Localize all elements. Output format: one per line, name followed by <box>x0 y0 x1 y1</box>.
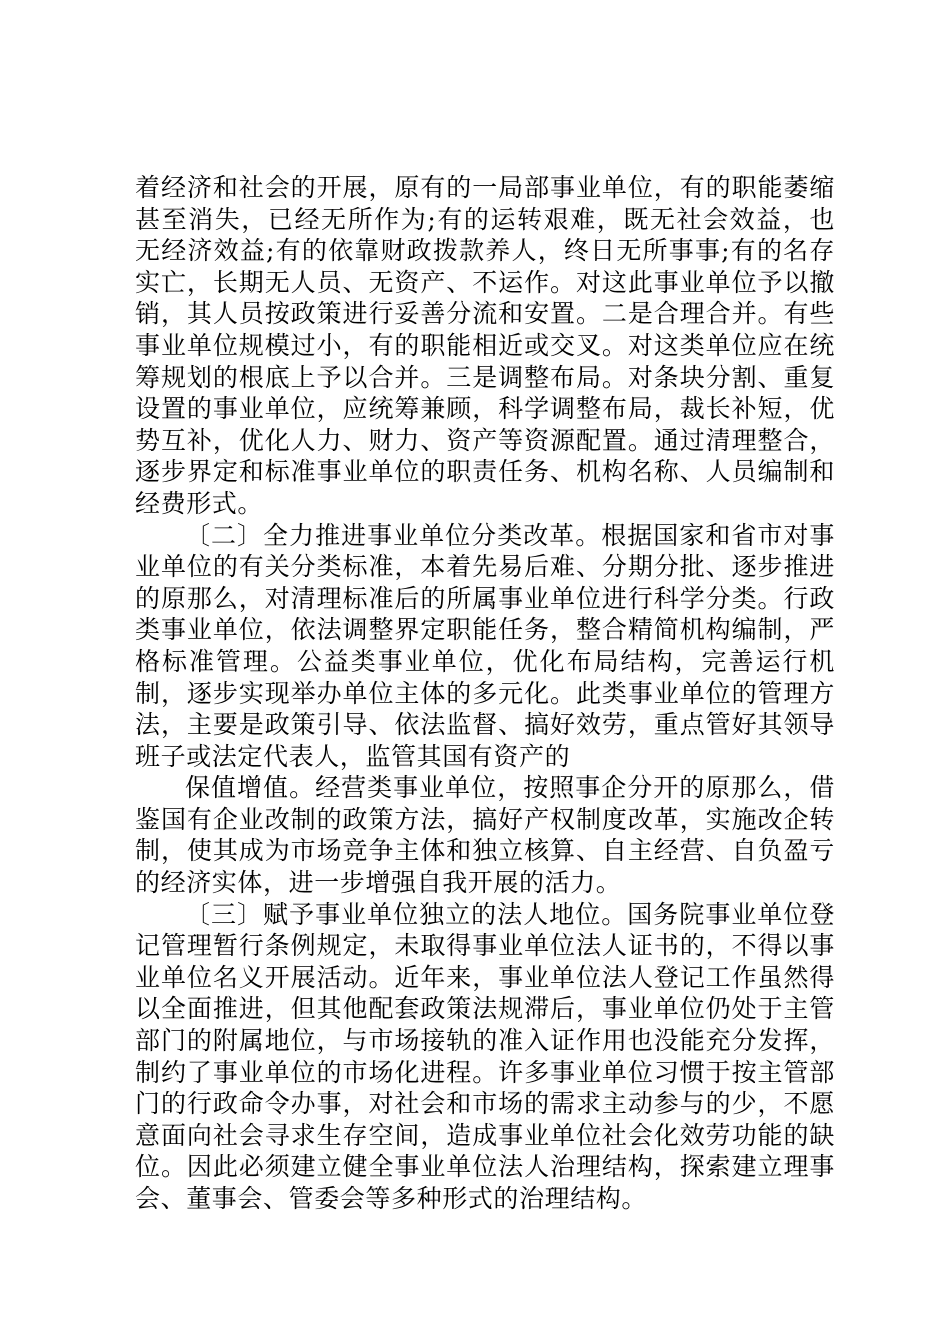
paragraph-1: 着经济和社会的开展，原有的一局部事业单位，有的职能萎缩甚至消失，已经无所作为;有的运转艰难，既无社会效益，也无经济效益;有的依靠财政拨款养人，终日无所事事;有的名存实亡，长期无人员、无资产、不运作。对这此事业单位予以撤销，其人员按政策进行妥善分流和安置。二是合理合并。有些事业单位规模过小，有的职能相近或交叉。对这类单位应在统筹规划的根底上予以合并。三是调整布局。对条块分割、重复设置的事业单位，应统筹兼顾，科学调整布局，裁长补短，优势互补，优化人力、财力、资产等资源配置。通过清理整合，逐步界定和标准事业单位的职责任务、机构名称、人员编制和经费形式。 <box>135 173 835 518</box>
paragraph-2: 〔二〕全力推进事业单位分类改革。根据国家和省市对事业单位的有关分类标准，本着先易后难、分期分批、逐步推进的原那么，对清理标准后的所属事业单位进行科学分类。行政类事业单位，依法调整界定职能任务，整合精简机构编制，严格标准管理。公益类事业单位，优化布局结构，完善运行机制，逐步实现举办单位主体的多元化。此类事业单位的管理方法，主要是政策引导、依法监督、搞好效劳，重点管好其领导班子或法定代表人，监管其国有资产的 <box>135 520 835 771</box>
document-body <box>135 172 835 1215</box>
paragraph-4: 〔三〕赋予事业单位独立的法人地位。国务院事业单位登记管理暂行条例规定，未取得事业单位法人证书的，不得以事业单位名义开展活动。近年来，事业单位法人登记工作虽然得以全面推进，但其他配套政策法规滞后，事业单位仍处于主管部门的附属地位，与市场接轨的准入证作用也没能充分发挥，制约了事业单位的市场化进程。许多事业单位习惯于按主管部门的行政命令办事，对社会和市场的需求主动参与的少，不愿意面向社会寻求生存空间，造成事业单位社会化效劳功能的缺位。因此必须建立健全事业单位法人治理结构，探索建立理事会、董事会、管委会等多种形式的治理结构。 <box>135 899 835 1213</box>
paragraph-3: 保值增值。经营类事业单位，按照事企分开的原那么，借鉴国有企业改制的政策方法，搞好产权制度改革，实施改企转制，使其成为市场竞争主体和独立核算、自主经营、自负盈亏的经济实体，进一步增强自我开展的活力。 <box>135 773 835 898</box>
